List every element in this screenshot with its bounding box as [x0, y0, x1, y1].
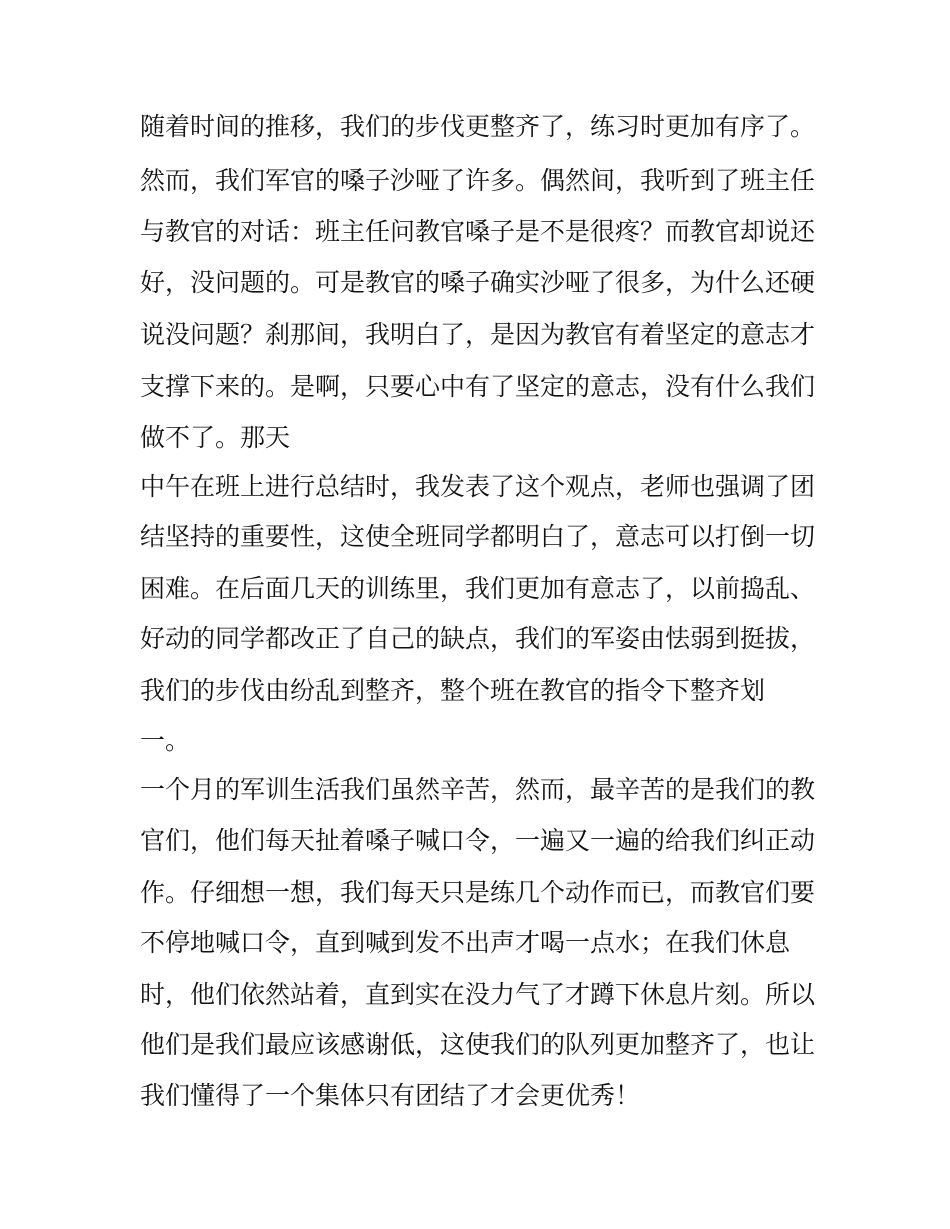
text-line: 中午在班上进行总结时，我发表了这个观点，老师也强调了团 — [140, 472, 816, 501]
text-line: 一个月的军训生活我们虽然辛苦，然而，最辛苦的是我们的教 — [140, 775, 816, 804]
text-line: 不停地喊口令，直到喊到发不出声才喝一点水；在我们休息 — [140, 928, 791, 957]
text-line: 官们，他们每天扯着嗓子喊口令，一遍又一遍的给我们纠正动 — [140, 826, 816, 855]
text-line: 结坚持的重要性，这使全班同学都明白了，意志可以打倒一切 — [140, 522, 816, 551]
text-line: 一。 — [140, 726, 191, 755]
text-line: 时，他们依然站着，直到实在没力气了才蹲下休息片刻。所以 — [140, 980, 816, 1009]
text-line: 他们是我们最应该感谢低，这使我们的队列更加整齐了，也让 — [140, 1030, 816, 1059]
text-line: 我们懂得了一个集体只有团结了才会更优秀！ — [140, 1081, 641, 1110]
text-line: 我们的步伐由纷乱到整齐，整个班在教官的指令下整齐划 — [140, 676, 766, 705]
text-line: 支撑下来的。是啊，只要心中有了坚定的意志，没有什么我们 — [140, 372, 816, 401]
text-line: 与教官的对话：班主任问教官嗓子是不是很疼？而教官却说还 — [140, 217, 816, 246]
text-line: 然而，我们军官的嗓子沙哑了许多。偶然间，我听到了班主任 — [140, 166, 816, 195]
text-line: 说没问题？刹那间，我明白了，是因为教官有着坚定的意志才 — [140, 320, 816, 349]
text-line: 作。仔细想一想，我们每天只是练几个动作而已，而教官们要 — [140, 878, 816, 907]
text-line: 好动的同学都改正了自己的缺点，我们的军姿由怯弱到挺拔， — [140, 624, 816, 653]
text-line: 困难。在后面几天的训练里，我们更加有意志了，以前捣乱、 — [140, 574, 816, 603]
text-line: 做不了。那天 — [140, 423, 291, 452]
text-line: 好，没问题的。可是教官的嗓子确实沙哑了很多，为什么还硬 — [140, 268, 816, 297]
text-line: 随着时间的推移，我们的步伐更整齐了，练习时更加有序了。 — [140, 112, 816, 141]
